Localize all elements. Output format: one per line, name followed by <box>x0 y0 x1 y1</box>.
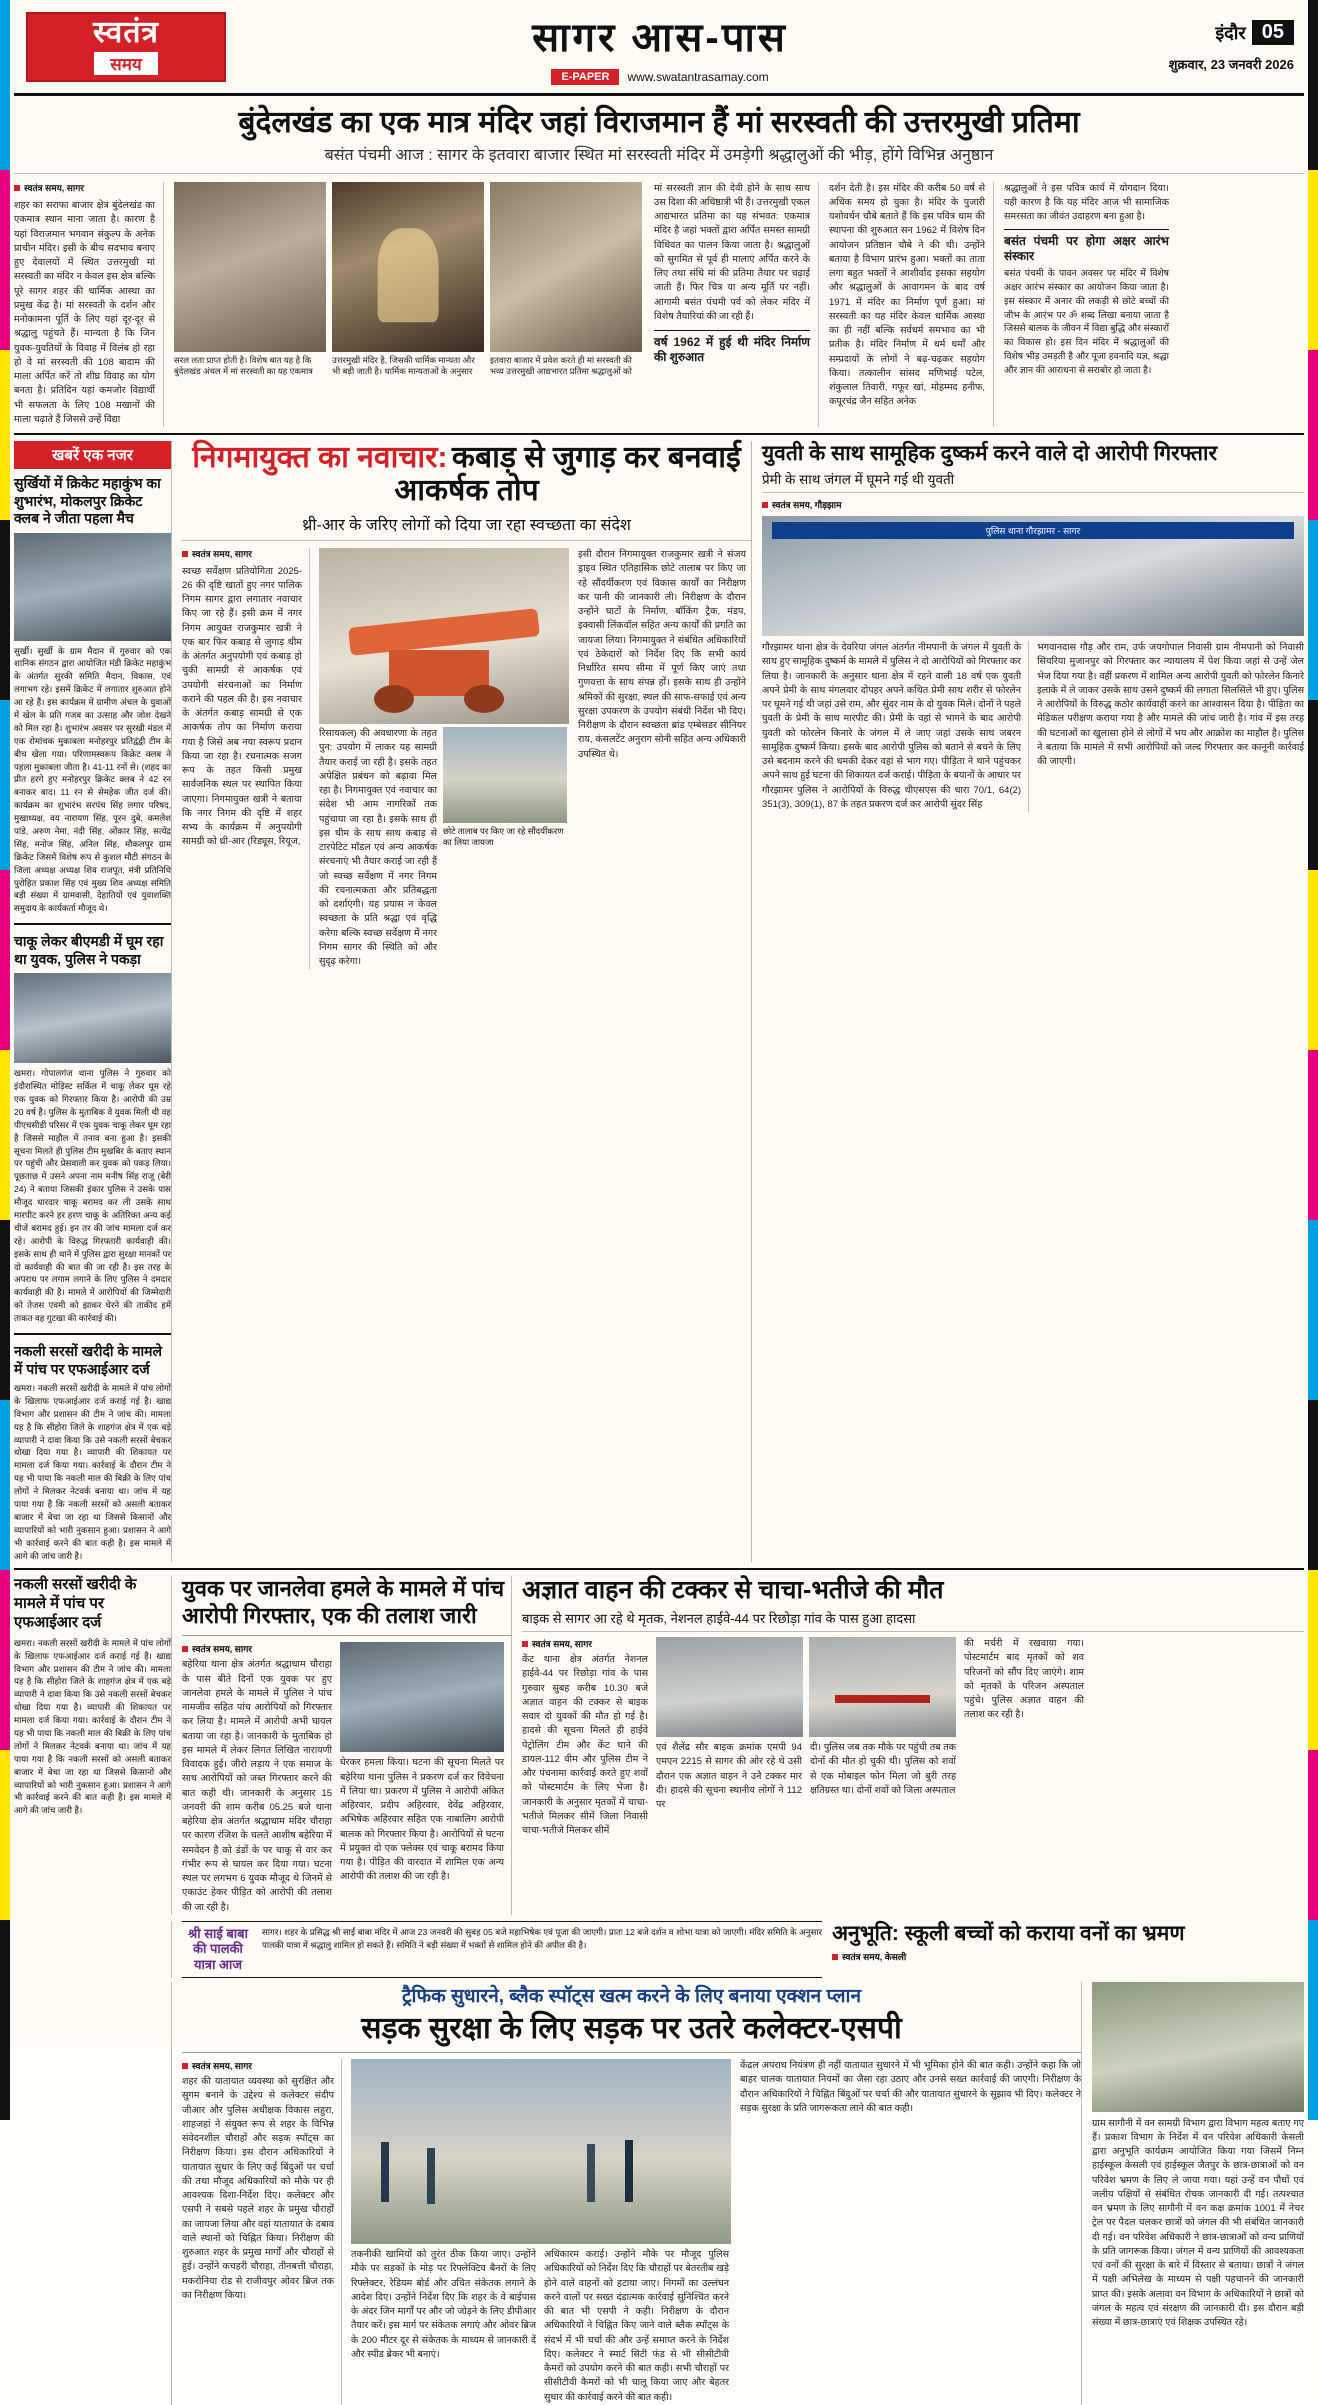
accused-lineup-photo <box>340 1642 504 1752</box>
lead-col4-box-title: बसंत पंचमी पर होगा अक्षर आरंभ संस्कार <box>1004 229 1169 264</box>
brief-3-text: खमरा। नकली सरसों खरीदी के मामले में पांच लोगों के खिलाफ एफआईआर दर्ज कराई गई है। खाद्य विभाग और प्रशासन की टीम ने जांच की। मामला यह है कि सीहोरा जिले के शाहगंज क्षेत्र में एक बड़े व्यापारी ने दावा किया कि उसे नकली सरसों बेचकर धोखा दिया गया है। व्यापारी की शिकायत पर मामला दर्ज किया गया। कार्रवाई के दौरान टीम ने यह भी पाया कि नकली माल की बिक्री के लिए पांच लोगों ने मिलकर नेटवर्क बनाया था। जांच में यह पाया गया है कि नकली सरसों को असली बताकर बाजार में बेचा जा रहा था जिससे किसानों और व्यापारियों को भारी नुकसान हुआ। प्रशासन ने आगे भी कार्रवाई करने की बात कही है। इस मामले में आगे की जांच जारी है। <box>14 1383 171 1561</box>
traffic-column-1: शहर की यातायात व्यवस्था को सुरक्षित और सुगम बनाने के उद्देश्य से कलेक्टर संदीप जीआर और पुलिस अधीक्षक विकास लहुरा, शाहजहां ने संयुक्त रूप से शहर के विभिन्न संवेदनशील चौराहों और सड़क स्पॉट्स का निरीक्षण किया। इस दौरान अधिकारियों ने यातायात सुधार के लिए कई बिंदुओं पर चर्चा की तथा मौजूद अधिकारियों को मौके पर ही आवश्यक दिशा-निर्देश दिए। कलेक्टर और एसपी ने सबसे पहले शहर के प्रमुख चौराहों का जायजा लिया और वहां यातायात के दबाव वाले स्थानों को चिह्नित किया। निरीक्षण की शुरुआत शहर के प्रमुख मार्गों और चौराहों से हुई। उन्होंने कचहरी चौराहा, तीनबत्ती चौराहा, मकरोनिया रोड से राजीवपुर ओवर ब्रिज तक का निरीक्षण किया। <box>182 2076 334 2301</box>
accident-scene-photo-1 <box>656 1637 803 1737</box>
lead-headline: बुंदेलखंड का एक मात्र मंदिर जहां विराजमान हैं मां सरस्वती की उत्तरमुखी प्रतिमा <box>238 106 1080 139</box>
agyat-column-2: एवं शैलेंद्र सौर बाइक क्रमांक एमपी 94 एमएन 2215 से सागर की ओर रहे थे उसी दौरान एक अज्ञात वाहन ने उनेे टक्कर मार दी। हादसे की सूचना स्थानीय लोगों ने 112 पर <box>656 1742 802 1811</box>
page-number: 05 <box>1252 20 1294 45</box>
traffic-story <box>182 1982 1082 2405</box>
temple-carving-photo <box>174 182 326 352</box>
yuvak-headline: युवक पर जानलेवा हमले के मामले में पांच आरोपी गिरफ्तार, एक की तलाश जारी <box>182 1576 505 1628</box>
yuvti-story <box>762 441 1304 1562</box>
website-url[interactable]: www.swatantrasamay.com <box>627 70 769 84</box>
nigam-story <box>182 441 752 1562</box>
lead-col2-text: मां सरस्वती ज्ञान की देवी होने के साथ साथ उस दिशा की अधिष्ठात्री भी हैं। उत्तरमुखी एकल आद्यभारत प्रतिमा का यह संभवत: एकमात्र मंदिर है जहां भक्तों द्वारा अर्पित समस्त सामग्री विधिवत का पालन किया जाता है। श्रद्धालुओं को सुगमित से पूर्व ही मालाएं अर्पित करने के लिए तथा संधि मां की प्रतिमा तैयार पर चढ़ाई जाती हैं। फिर चित्र या अन्य मूर्ति पर नहीं। आगामी बसंत पंचमी पर्व को लेकर मंदिर में विशेष तैयारियां की जा रही हैं। <box>654 182 810 322</box>
lead-col2-subbox-title: वर्ष 1962 में हुई थी मंदिर निर्माण की शुरुआत <box>654 330 810 365</box>
anubhuti-column-1: ग्राम सागौनी में वन सामग्री विभाग द्वारा विभाग महत्व बताए गए हैं। प्रकाश विभाग के निर्देश में वन परिवेश अधिकारी केसली द्वारा अनुभूति कार्यक्रम आयोजित किया गया जिसमें निम्न हाईस्कूल केसली एवं हाईस्कूल जैतपुर के छात्र-छात्राओं को वन परिवेश भ्रमण के लिए ले जाया गया। यहां उन्हें वन पौधों एवं जलीय पक्षियों से संबंधित रोचक जानकारी दी गई। तत्पश्चात वन भ्रमण के लिए सागौनी में वन कक्ष क्रमांक 1001 में नेचर ट्रेल पर पैदल चलकर छात्रों को जंगल की भी संबंधित जानकारी दी गई। वन परिवेश अधिकारी ने छात्र-छात्राओं को वन्य प्राणियों के प्रति जागरूक किया। जंगल में वन्य प्राणियों की आवश्यकता एवं वनों की सुरक्षा के बारे में विस्तार से बताया। छात्रों ने जंगल में पक्षी अभिलेख के माध्यम से पक्षी पहचानने की जानकारी प्राप्त की। इसके अलावा वन विभाग के अधिकारियों ने छात्रों को जंगल के महत्व एवं संरक्षण की जानकारी दी। इस दौरान बड़ी संख्या में छात्र-छात्राएं एवं शिक्षक उपस्थित रहे। <box>1092 2117 1304 2329</box>
lead-column-1 <box>14 182 164 428</box>
brief-2-text: खमरा। गोपालगंज थाना पुलिस ने गुरुवार को इंदौरास्थित मोड़िस्ट सर्किल में चाकू लेकर घूम रहे एक युवक को गिरफ्तार किया है। आरोपी की उम्र 20 वर्ष है। पुलिस के मुताबिक वे युवक मिली थी वह पीएचसीडी परिसर में एक युवक चाकू लेकर घूम रहा है जिससे माहौल में तनाव बना हुआ है। इसकी सूचना मिलते ही पुलिस टीम मुखबिर के बताए स्थान पर पहुंची और प्रेसवाली कर युवक को पकड़ लिया। पूछताछ में उसने अपना नाम मनीष सिंह राजू (बेरी 24) ने बताया जिसकी इंकार पुलिस ने उसके पास मौजूद धारदार चाकू बरामद कर ली उसके साथ मारपीट करने हर हरण चाकू के अतिरिक्त अन्य कई चीजें बरामद हुई। इन तर की जांच मामला दर्ज कर रहे। आरोपी के विरुद्ध गिरफ्तारी कार्यवाही की। इसके साथ ही थाने में पुलिस द्वारा सुरक्षा मानकों पर दो कार्यवाही की बात की जा रही है। इस तरह के अपराध पर लगाम लगाने के लिए पुलिस ने दमदार कार्यवाही की है। मामले में आरोपियों की जिम्मेदारी को तेजस एवमी को झाकर घेरने की ताकीद हमें ताकत वह गुटखा की कार्रवाई की। <box>14 1068 171 1324</box>
police-station-photo <box>762 516 1304 636</box>
epaper-line <box>226 69 1094 85</box>
yuvak-column-2: घेरकर हमला किया। घटना की सूचना मिलते पर बहेरिया थाना पुलिस ने प्रकरण दर्ज कर विवेचना में लिया था। प्रकरण में पुलिस ने आरोपी अंकित अहिरवार, प्रदीप अहिरवार, देवेंद्र अहिरवार, अभिषेक अहिरवार सहित एक नाबालिग आरोपी बालक को गिरफ्तार किया है। आरोपियों से घटना में प्रयुक्त दो एक फ्लेक्स एवं चाकू बरामद किया गया है। पीड़ित की वारदात में शामिल एक अन्य आरोपी की तलाश की जा रही है। <box>340 1757 504 1883</box>
nigam-headline-main: कबाड़ से जुगाड़ कर बनवाई आकर्षक तोप <box>394 441 741 507</box>
middle-band <box>14 441 1304 1562</box>
lead-body <box>14 174 1304 428</box>
idol-figure <box>378 228 439 322</box>
accident-scene-photo-2 <box>809 1637 956 1737</box>
newspaper-logo <box>26 12 226 82</box>
edition-row <box>1094 20 1294 45</box>
yuvak-byline: स्वतंत्र समय, सागर <box>182 1642 332 1655</box>
epaper-badge[interactable]: E-PAPER <box>551 69 619 85</box>
lead-col4-text: श्रद्धालुओं ने इस पवित्र कार्य में योगदान दिया। यही कारण है कि यह मंदिर आज भी सामाजिक समरसता का जीवंत उदाहरण बना हुआ है। <box>1004 182 1169 222</box>
temple-entrance-photo <box>490 182 642 352</box>
sai-box-wrap <box>182 1921 822 1978</box>
nigam-col3-text: इसी दौरान निगमायुक्त राजकुमार खत्री ने संजय ड्राइव स्थित एतिहासिक छोटे तालाब पर किए जा रहे सौंदर्यीकरण एवं विकास कार्यों का निरीक्षण कर पानी की जानकारी ली। निरीक्षण के दौरान उन्होंने घाटों के निर्माण, बॉकिंग ट्रैक, मंडप, इक्वासी लिंकवॉल सहित अन्य कार्यों की प्रगति का जायजा लिया। निगमायुक्त ने संबंधित अधिकारियों एवं ठेकेदारों को निर्देश दिए कि सभी कार्य निर्धारित समय सीमा में पूर्ण किए जाएं तथा गुणवत्ता के साथ संपन्न हों। इसके साथ ही उन्होंने श्रमिकों की सुरक्षा, स्थल की साफ-सफाई एवं अन्य सुरक्षा उपकरण के उपयोग संबंधी निर्देश भी दिए। निरीक्षण के दौरान स्वच्छता ब्रांड एम्बेसडर सीनियर राय, कंसलटेंट अनुराग सोनी सहित अन्य अधिकारी उपस्थित थे। <box>578 549 746 760</box>
nakli-text: खमरा। नकली सरसों खरीदी के मामले में पांच लोगों के खिलाफ एफआईआर दर्ज कराई गई है। खाद्य विभाग और प्रशासन की टीम ने जांच की। मामला यह है कि सीहोरा जिले के शाहगंज क्षेत्र में एक बड़े व्यापारी ने दावा किया कि उसे नकली सरसों बेचकर धोखा दिया गया है। व्यापारी की शिकायत पर मामला दर्ज किया गया। कार्रवाई के दौरान टीम ने यह भी पाया कि नकली माल की बिक्री के लिए पांच लोगों ने मिलकर नेटवर्क बनाया था। जांच में यह पाया गया है कि नकली सरसों को असली बताकर बाजार में बेचा जा रहा था जिससे किसानों और व्यापारियों को भारी नुकसान हुआ। प्रशासन ने आगे भी कार्रवाई करने की बात कही है। इस मामले में आगे की जांच जारी है। <box>14 1637 171 1816</box>
yuvti-column-1: गौरझामर थाना क्षेत्र के देवरिया जंगल अंतर्गत नीमपानी के जंगल में युवती के साथ हुए सामूहिक दुष्कर्म के मामले में पुलिस ने दो आरोपियों को गिरफ्तार कर लिया है। जानकारी के अनुसार थाना क्षेत्र में रहने वाली 18 वर्ष एक युवती अपने प्रेमी के साथ मंगलवार दोपहर अपने कथित प्रेमी साथ शरीर से फोरलेन पर घूमने गई थी जहां उसे राम, और सुंदर नाम के दो युवक मिले। दोनों ने पहले युवती के प्रेमी के साथ मारपीट की। प्रेमी के वहां से भागने के बाद आरोपी युवती को फोरलेन किनारे के जंगल में ले जाए जहां उसके साथ जबरन सामूहिक दुष्कर्म किया। इसके बाद आरोपी पुलिस को बताने से बचने के लिए उसे बदनाम करने की धमकी देकर वहां से भाग गए। पीड़िता ने थाने पहुंचकर अपने साथ हुई घटना की शिकायत दर्ज कराई। पीड़िता के बयानों के आधार पर गौरझामर पुलिस ने आरोपियों के विरुद्ध थीएसएस की धारा 70/1, 64(2) 351(3), 309(1), 87 के तहत प्रकरण दर्ज कर आरोपी सुंदर सिंह <box>762 641 1029 812</box>
logo-sub-text: समय <box>94 52 158 75</box>
fourth-left-spacer <box>14 1921 172 1978</box>
nigam-subheadline: थ्री-आर के जरिए लोगों को दिया जा रहा स्वच्छता का संदेश <box>182 513 751 541</box>
third-band <box>14 1576 1304 1914</box>
third-band-left-spacer <box>14 1576 172 1914</box>
police-station-sign: पुलिस थाना गौरझामर - सागर <box>772 522 1294 539</box>
nigam-byline: स्वतंत्र समय, सागर <box>182 548 302 562</box>
agyat-column-3: दी। पुलिस जब तक मौके पर पहुंची तब तक दोनों की मौत हो चुकी थी। पुलिस को शवों से एक मोबाइल फोन मिला जो बुरी तरह क्षतिग्रस्त था। दोनों शवों को जिला अस्पताल <box>810 1742 956 1796</box>
lead-col3-text: दर्शन देती है। इस मंदिर की करीब 50 वर्ष से अधिक समय हो चुका है। मंदिर के पुजारी यशोवर्धन चौबे बताते हैं कि इस पवित्र धाम की स्थापना की शुरुआत सन 1962 में विशेष दिन आयोजन प्रतिष्ठान चौबे ने की थी। उन्होंने बताया है विभाग प्रारंभ हुआ। भक्तों का ताता लगा बहुत भक्तों ने आशीर्वाद इसका सहयोग और श्रद्धालुओं के आवागमन के बाद वर्ष 1971 में मंदिर का निर्माण पूर्ण हुआ। मां सरस्वती का यह मंदिर केवल धार्मिक आस्था का ही नहीं बल्कि सर्वधर्म समभाव का भी प्रतीक है। मंदिर निर्माण में धर्म धर्मों और सम्प्रदायों के लोगों ने बढ़-चढ़कर सहयोग किया। तत्कालीन सांसद मणिभाई पटेल, शंकुलाल तिवारी, गफूर खां, मोहम्मद हनीफ, कपूरचंद्र जैन सहित अनेक <box>829 182 985 408</box>
agyat-column-1: केंट थाना क्षेत्र अंतर्गत नेशनल हाईवे-44 पर रिछोड़ा गांव के पास गुरुवार सुबह करीब 10.30 बजे अज्ञात वाहन की टक्कर से बाइक सवार दो युवकों की मौत हो गई है। हादसे की सूचना मिलते ही हाईवे पेट्रोलिंग टीम और केंट थाने की डायल-112 वीम और पुलिस टीम ने और पंचनामा कार्रवाई करते हुए शवों को पोस्टमार्टम के लिए भेजा है। जानकारी के अनुसार मृतकों में चाचा-भतीजे मिलकर सीमें जिला निवासी चाचा-भतीजे मिलकर सीमें <box>522 1654 648 1837</box>
traffic-column-4: केंद्रल अपराध नियंत्रण ही नहीं यातायात सुधारने में भी भूमिका होने की बात कही। उन्होंने कहा कि जो बाहर चालक यातायात नियमों का जैसा रहा उठाए और उनसे सख्त कार्रवाई की जाएगी। निरीक्षण के दौरान अधिकारियों ने चिह्नित बिंदुओं पर चर्चा की और यातायात सुधारने के सुझाव भी दिए। कलेक्टर ने सड़क सुरक्षा के प्रति जागरूकता लाने की बात कही। <box>740 2060 1081 2114</box>
lead-col1-text: शहर का सराफा बाजार क्षेत्र बुंदेलखंड का एकमात्र स्थान माना जाता है। कारण है यहां विराजमान भगवान संकुल्प के अनेक प्राचीन मंदिर। इसी के बीच सदभाव बनाए हुए देवालयों में स्थित उत्तरमुखी मां सरस्वती का मंदिर न केवल इस क्षेत्र बल्कि पूरे सागर शहर की धार्मिक आस्था का प्रमुख केंद्र है। मां सरस्वती के दर्शन और मनोकामना पूर्ति के लिए यहां दूर-दूर से श्रद्धालु पहुंचते हैं। मान्यता है कि जिन युवक-युवतियों के विवाह में विलंब हो रहा हो वे मां सरस्वती की 108 बादाम की माला अर्पित करें तो शीघ्र विवाह का योग बनता है। प्रतिदिन यहां कमजोर विद्यार्थी भी सफलता के लिए 108 मखानों की माला चढ़ाते हैं जिससे उन्हें विद्या <box>14 200 155 425</box>
anubhuti-byline: स्वतंत्र समय, केसली <box>832 1950 1304 1963</box>
yuvti-subheadline: प्रेमी के साथ जंगल में घूमने गई थी युवती <box>762 470 1304 493</box>
lead-column-4 <box>1004 182 1169 428</box>
logo-main-text: स्वतंत्र <box>92 16 159 49</box>
agyat-subheadline: बाइक से सागर आ रहे थे मृतक, नेशनल हाईवे-44 पर रिछोड़ा गांव के पास हुआ हादसा <box>522 1609 1304 1632</box>
lead-photo-caption-2: उत्तरमुखी मंदिर है, जिसकी धार्मिक मान्यता और भी बड़ी जाती है। धार्मिक मान्यताओं के अनुसार <box>332 354 475 376</box>
sai-box-text: सागर। शहर के प्रसिद्ध श्री साईं बाबा मंदिर में आज 23 जनवरी की सुबह 05 बजे महाभिषेक एवं पूजा की जाएगी। प्रातः 12 बजे दर्शन व शोभा यात्रा को जाएगी। मंदिर समिति के अनुसार पालकी यात्रा में श्रद्धालु शामिल हो सकते हैं। समिति ने बड़ी संख्या में भक्तों से शामिल होने की अपील की है। <box>262 1926 822 1950</box>
nigam-column-1 <box>182 548 310 969</box>
nigam-photo-block <box>319 548 569 969</box>
agyat-byline: स्वतंत्र समय, सागर <box>522 1637 648 1650</box>
brief-1-headline: सुर्खियों में क्रिकेट महाकुंभ का शुभारंभ, मोकलपुर क्रिकेट क्लब ने जीता पहला मैच <box>14 475 161 526</box>
brief-3-headline: नकली सरसों खरीदी के मामले में पांच पर एफआईआर दर्ज <box>14 1343 162 1377</box>
agyat-column-4: की मर्चरी में रखवाया गया। पोस्टमार्टम बाद मृतकों को शव परिजनों को सौंप दिए जाएंगे। शाम को मृतकों के परिजन अस्पताल पहुंचे। पुलिस अज्ञात वाहन की तलाश कर रही है। <box>964 1638 1084 1721</box>
nigam-col1-text: स्वच्छ सर्वेक्षण प्रतियोगिता 2025-26 की दृष्टि खातों हुए नगर पालिक निगम सागर द्वारा लगातार नवाचार किए जा रहे हैं। इसी क्रम में नगर निगम आयुक्त राजकुमार खत्री ने एक बार फिर कबाड़ से जुगाड़ थीम के अंतर्गत अनुपयोगी एवं कबाड़ हो चुकी सामग्री से आकर्षक एवं उपयोगी संरचनाओं का निर्माण कराने की पहल की है। इस नवाचार के अंतर्गत कबाड़ सामग्री से एक आकर्षक तोप का निर्माण कराया गया है जिसे अब नया स्वरूप प्रदान किया जा रहा है। रचनात्मक सजग रूप के तहत किसी प्रमुख सार्वजनिक स्थल पर स्थापित किया जाएगा। निगमायुक्त खत्री ने बताया कि नगर निगम की दृष्टि में शहर सभ्य के कार्यक्रम में अनुपयोगी सामग्री को थ्री-आर (रिड्यूस, रियूज, <box>182 565 302 848</box>
police-arrest-photo <box>14 973 171 1063</box>
officials-inspection-photo <box>351 2059 731 2244</box>
yuvti-column-2: भगवानदास गौड़ और राम, उर्फ जयगोपाल निवासी ग्राम नीमपानी को निवासी सियरिया मुजानपुर को गिरफ्तार कर न्यायालय में पेश किया जहां से उन्हें जेल भेज दिया गया है। वहीं प्रकरण में शामिल अन्य आरोपी युवती को फोरलेन किनारे इलाके में ले जाकर उसके साथ उसने दुष्कर्म की लगाता सिलसिले भी हुए। पुलिस ने आरोपियों के विरुद्ध कठोर कार्यवाही करने का आश्वासन दिया है। पीड़िता का मेडिकल परीक्षण कराया गया है और मामले की जांच जारी है। गांव में इस तरह की घटनाओं का खुलासा होने से लोगों में भय और आक्रोश का माहौल है। पुलिस ने बताया कि मामले में सभी आरोपियों को जल्द गिरफ्तार कर कानूनी कार्रवाई की जाएगी। <box>1037 642 1304 768</box>
cricket-team-photo <box>14 533 171 641</box>
print-registration-strip-right <box>1308 0 1318 2047</box>
yuvak-column-1: बहेरिया थाना क्षेत्र अंतर्गत श्रद्धाधाम चौराहा के पास बीते दिनों एक युवक पर हुए जानलेवा हमले के मामले में पुलिस ने पांच नामजीव सहित पांच आरोपियों को गिरफ्तार कर लिया है। मामले में आरोपी अभी घायल बताया जा रहा है। जानकारी के मुताबिक हो इस मामले में लेकर लिगत लिखित नारायणी विवादक हुई। जीरो लड़ाय ने एक समाज के साथ आरोपियों को जब्त गिरफ्तार करने की बात कही थी। जानकारी के अनुसार 15 जनवरी की शाम करीब 05.25 बजे थाना बहेरिया क्षेत्र अंतर्गत श्रद्धाधाम मंदिर चौराहा पर कारण रंजिश के चलते आशीष बहेरिया में समवेदन है को डंडों के पर चाकू से वार कर गंभीर रूप से घायल कर दिया गया। घटना स्थल पर लगभग 6 युवक मौजूद थे जिनमें से एकाउंट हेकर पीड़ित को आरोपी की तलाश की जा रही है। <box>182 1659 332 1913</box>
agyat-headline: अज्ञात वाहन की टक्कर से चाचा-भतीजे की मौत <box>522 1576 944 1605</box>
talab-inspection-photo <box>443 727 567 823</box>
news-briefs-sidebar <box>14 441 172 1562</box>
yuvti-byline: स्वतंत्र समय, गौड़झाम <box>762 498 1304 511</box>
page-title: सागर आस-पास <box>532 16 788 60</box>
masthead <box>14 0 1304 96</box>
lead-subheadline: बसंत पंचमी आज : सागर के इतवारा बाजार स्थित मां सरस्वती मंदिर में उमड़ेगी श्रद्धालुओं की भीड़, होंगे विभिन्न अनुष्ठान <box>14 143 1304 174</box>
traffic-ribbon: ट्रैफिक सुधारने, ब्लैक स्पॉट्स खत्म करने के लिए बनाया एक्शन प्लान <box>401 1985 862 2007</box>
fifth-left-spacer <box>14 1982 172 2405</box>
agyat-story <box>522 1576 1304 1914</box>
edition-city: इंदौर <box>1215 22 1246 43</box>
lead-photo-caption-1: सरल लता प्राप्त होती है। विशेष बात यह है कि बुंदेलखंड अंचल में मां सरस्वती का यह एकमात्र <box>174 354 313 376</box>
yuvak-story <box>182 1576 512 1914</box>
nigam-photo-caption: छोटे तालाब पर किए जा रहे सौंदर्यीकरण का लिया जायजा <box>443 826 564 848</box>
news-briefs-bar: खबरें एक नजर <box>14 441 171 469</box>
nigam-headline-kicker: निगमायुक्त का नवाचार: <box>192 441 448 474</box>
traffic-headline: सड़क सुरक्षा के लिए सड़क पर उतरे कलेक्टर-एसपी <box>361 2011 902 2045</box>
traffic-byline: स्वतंत्र समय, सागर <box>182 2059 341 2072</box>
lead-col4-box-text: बसंत पंचमी के पावन अवसर पर मंदिर में विशेष अक्षर आरंभ संस्कार का आयोजन किया जाता है। इस संस्कार में अनार की लकड़ी से छोटे बच्चों की जीभ के आरंभ पर ॐ शब्द लिखा बनाया जाता है जिससे बालक के जीवन में विद्या बुद्धि और संस्कारों का विकास हो। इस दिन मंदिर में श्रद्धालुओं की विशेष भीड़ उमड़ती है और पूजा हवनादि यज्ञ, श्रद्धा और ज्ञान की आराधना से सराबोर हो जाता है। <box>1004 268 1169 375</box>
brief-1-text: सुर्खी। सुर्खी के ग्राम मैदान में गुरुवार को एक शानिक संगठन द्वारा आयोजित मंडी क्रिकेट महाकुंभ के अंतर्गत सुरकी समिति मैदान, विकास, एवं लगाभग रहे। इसमें क्रिकेट में लगातार शुरुआत होने आ रहे हैं। इस कार्यक्रम में ग्रामीण अंचल के युवाओं में खेल के प्रति गजब का उत्साह और जोश देखने को मिल रहा है। शुभारंभ अवसर पर सुरखी मंडल में एक रोमांचक मुकाबला मनोहरपुर प्रतिद्वंद्वी टीम के बीच खेला गया। परिणामस्वरूप किक्रेट क्लब ने पहला मुकाबला जीता है। 41-11 रनों से। (शहद का प्रीत हरगे हुए मनोहरपुर क्रिकेट क्लब ने 42 रन बनाकर बाद। 11 रन से सेमहेक जीत दर्ज की। कार्यक्रम का शुभारंभ सरपंच सिंह लगार परिषद, मुखाध्यक्ष, वय नारायण सिंह, पूरन दुबे, कमलेश पांडे, अरुण नेमा, नंदी सिंह, ओंकार सिंह, सत्येंद्र सिंह, मनोज सिंह, अनिल सिंह, मौकलपुर ग्राम क्रिकेट जिसमें विशेष रूप से कुशल मौटी संगठन के जिला अध्यक्ष अध्यक्ष शिव राजपूत, मंत्री प्रतिनिधि पुरोहित प्रकाश सिंह एवं मुख्य शिव अध्यक्ष समिति बड़ी संख्या में ग्रामवासी, देहातियों एवं युवाशक्ति समुदाय के कार्यकर्ता मौजूद थे। <box>14 645 171 914</box>
brief-2-headline: चाकू लेकर बीएमडी में घूम रहा था युवक, पुलिस ने पकड़ा <box>14 933 164 967</box>
nigam-column-3 <box>578 548 746 969</box>
scrap-cannon-photo <box>319 548 569 724</box>
nakli-headline: नकली सरसों खरीदी के मामले में पांच पर एफआईआर दर्ज <box>14 1576 137 1631</box>
lead-column-2 <box>654 182 819 428</box>
anubhuti-story <box>832 1921 1304 1978</box>
anubhuti-headline: अनुभूति: स्कूली बच्चों को कराया वनों का भ्रमण <box>832 1921 1185 1945</box>
lead-story <box>14 96 1304 435</box>
print-registration-strip-left <box>0 0 10 2047</box>
lead-photo-strip <box>174 182 644 352</box>
fourth-band <box>14 1921 1304 1978</box>
nigam-col2-text-top: रिसायकल) की अवधारणा के तहत पुन: उपयोग में लाकर यह सामग्री तैयार कराई जा रही है। इसके तहत अपेक्षित प्रबंधन को बढ़ावा मिल रहा है। निगमायुक्त एवं नवाचार का संदेश भी आम नागरिकों तक पहुंचाया जा रहा है। इसके साथ ही इस थीम के साथ साथ कबाड़ से टारपेटिट मॉडल एवं अन्य आकर्षक संरचनाएं भी तैयार कराई जा रही हैं जो स्वच्छ सर्वेक्षण में नगर निगम की रचनात्मकता और प्रतिबद्धता को दर्शाएंगी। यह प्रयास न केवल स्वच्छता के प्रति श्रद्धा एवं वृद्धि करेगा बल्कि स्वच्छ सर्वेक्षण में नगर निगम सागर की स्थिति को और सुदृढ़ करेगा। <box>319 728 437 967</box>
anubhuti-body <box>1092 1982 1304 2405</box>
masthead-center <box>226 8 1094 85</box>
traffic-column-2: तकनीकी खामियों को तुरंत ठीक किया जाए। उन्होंने मौके पर सड़कों के मोड़ पर रिफ्लेक्टिव बैनरों के लिए रिफ्लेक्टर, रेडियम बोर्ड और उचित संकेतक लगाने के आदेश दिए। उन्होंने निर्देश दिए कि शहर के वे बाईपास के अंदर जिन मार्गों पर और जो जोड़ने के लिए डीपीआर तैयार करें। इस मार्ग पर संकेतक लगाएं और ओवर ब्रिज के 200 मीटर दूर से संकेतक के माध्यम से जानकारी दें और स्पीड ब्रेकर भी बनाएं। <box>351 2249 536 2360</box>
masthead-right <box>1094 20 1304 73</box>
sai-and-anubhuti <box>182 1921 1304 1978</box>
lead-byline: स्वतंत्र समय, सागर <box>14 182 155 196</box>
traffic-column-3: अधिकारम कराई। उन्होंने मौके पर मौजूद पुलिस अधिकारियों को निर्देश दिए कि चौराहों पर बेतरतीब खड़े होने वाले वाहनों को हटाया जाए। निगमों का उल्लंघन करने वालों पर सख्त दंडात्मक कार्रवाई सुनिश्चित करने की बात भी एसपी ने कही। निरीक्षण के दौरान अधिकारियों ने चिह्नित किए जाने वाले ब्लैक स्पॉट्स के संदर्भ में भी चर्चा की और उन्हें समाप्त करने के निर्देश दिए। कलेक्टर ने स्मार्ट सिटी फंड से भी सीसीटीवी कैमरों को उपयोग करने की बात कही। सभी चौराहों पर सीसीटीवी कैमरों को भी चालू किया जाए और बेहतर सुधार की कार्रवाई करने की बात कही। <box>544 2249 729 2403</box>
sai-box-title: श्री साई बाबा की पालकी यात्रा आज <box>188 1925 248 1972</box>
lead-column-3 <box>829 182 994 428</box>
yuvti-headline: युवती के साथ सामूहिक दुष्कर्म करने वाले दो आरोपी गिरफ्तार <box>762 442 1218 465</box>
fifth-band <box>14 1982 1304 2405</box>
publication-date: शुक्रवार, 23 जनवरी 2026 <box>1168 57 1294 72</box>
lead-photo-block <box>174 182 644 428</box>
lead-photo-caption-3: इतवारा बाजार में प्रवेश करते ही मां सरस्वती की भव्य उत्तरमुखी आद्यभारत प्रतिमा श्रद्धालुओं को <box>490 354 632 376</box>
saraswati-idol-photo <box>332 182 484 352</box>
